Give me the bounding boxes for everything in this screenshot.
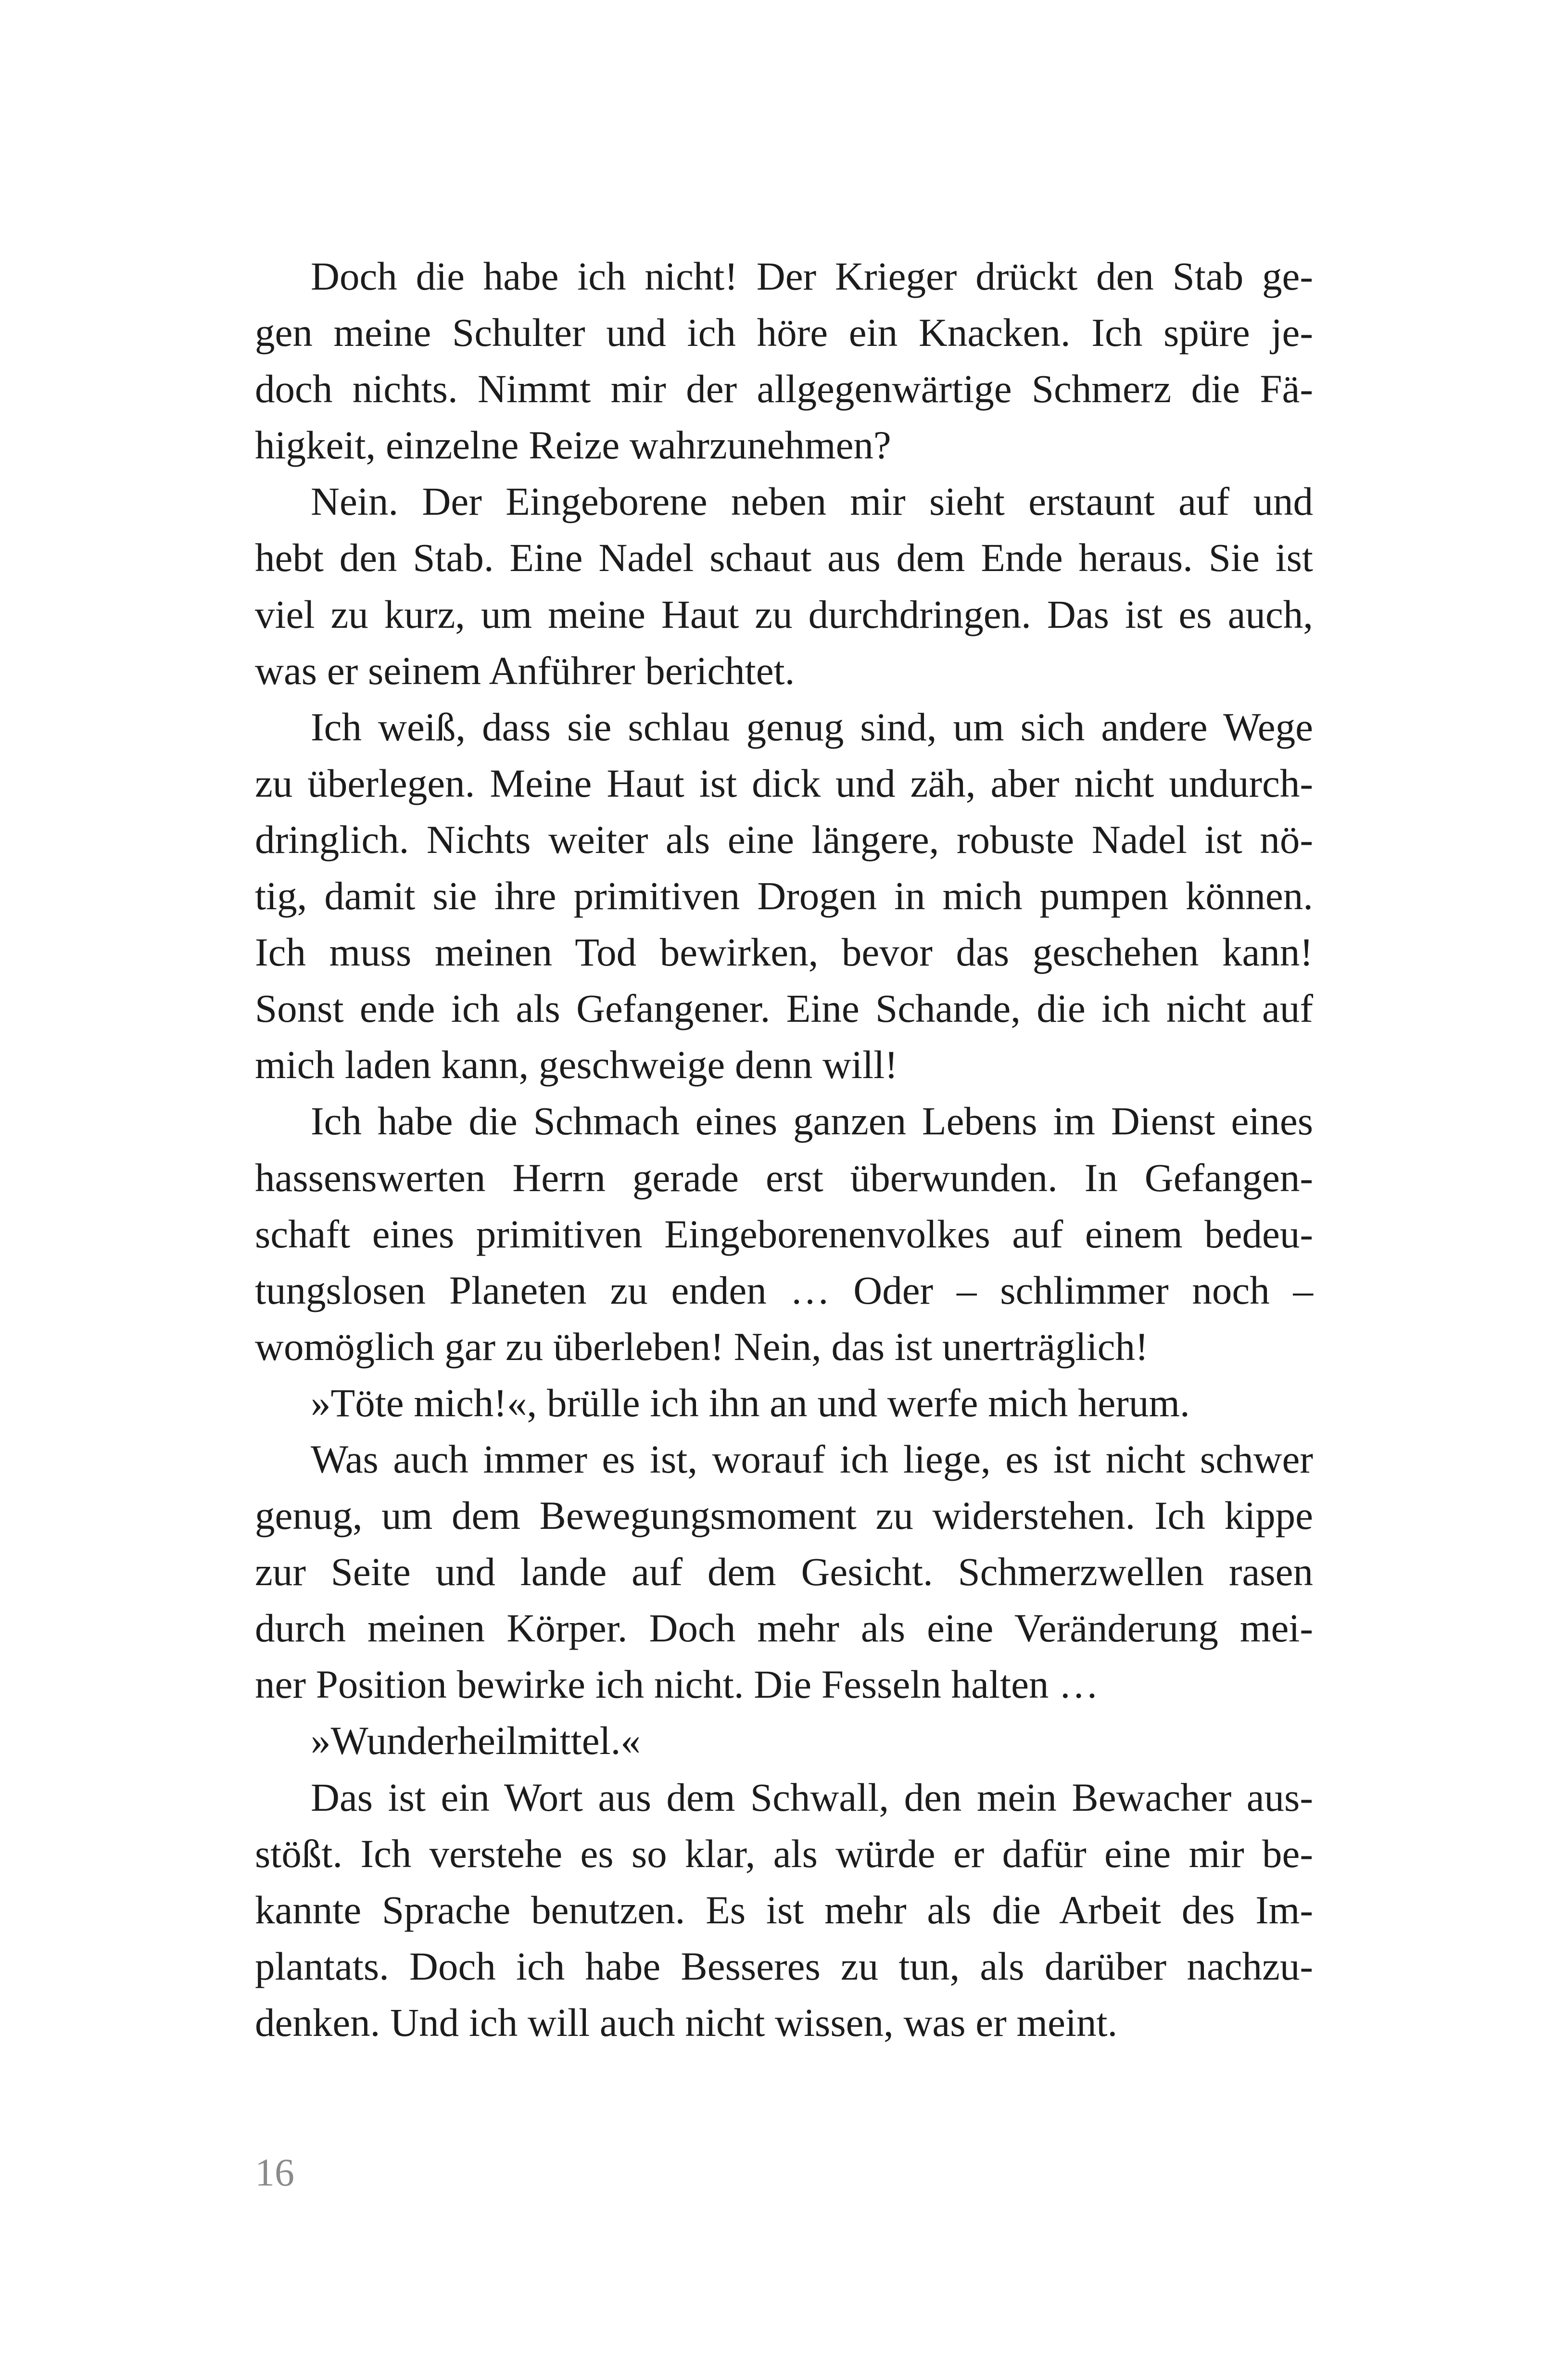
text-line: was er seinem Anführer berichtet. — [255, 648, 795, 693]
text-line: higkeit, einzelne Reize wahrzunehmen? — [255, 423, 891, 468]
text-line: tungslosen Planeten zu enden … Oder – schlimmer noch – — [255, 1268, 1313, 1312]
text-line: stößt. Ich verstehe es so klar, als würde er dafür eine mir be- — [255, 1831, 1313, 1876]
text-line: hebt den Stab. Eine Nadel schaut aus dem Ende heraus. Sie ist — [255, 535, 1313, 580]
text-line: Sonst ende ich als Gefangener. Eine Schande, die ich nicht auf — [255, 986, 1313, 1031]
text-line: dringlich. Nichts weiter als eine längere, robuste Nadel ist nö- — [255, 817, 1313, 862]
text-line: durch meinen Körper. Doch mehr als eine Veränderung mei- — [255, 1606, 1313, 1651]
text-line: ner Position bewirke ich nicht. Die Fesseln halten … — [255, 1662, 1099, 1707]
text-line: Nein. Der Eingeborene neben mir sieht erstaunt auf und — [311, 479, 1313, 524]
text-line: Das ist ein Wort aus dem Schwall, den mein Bewacher aus- — [311, 1775, 1313, 1819]
text-line: »Töte mich!«, brülle ich ihn an und werfe mich herum. — [311, 1380, 1190, 1425]
text-line: zur Seite und lande auf dem Gesicht. Schmerzwellen rasen — [255, 1550, 1313, 1594]
text-line: denken. Und ich will auch nicht wissen, was er meint. — [255, 2000, 1118, 2045]
text-line: schaft eines primitiven Eingeborenenvolkes auf einem bedeu- — [255, 1211, 1313, 1256]
text-line: Was auch immer es ist, worauf ich liege, es ist nicht schwer — [311, 1436, 1313, 1481]
text-line: Ich muss meinen Tod bewirken, bevor das geschehen kann! — [255, 930, 1313, 975]
body-text — [255, 248, 1313, 2051]
text-line: gen meine Schulter und ich höre ein Knacken. Ich spüre je- — [255, 310, 1313, 355]
text-line: zu überlegen. Meine Haut ist dick und zäh, aber nicht undurch- — [255, 761, 1313, 805]
text-line: doch nichts. Nimmt mir der allgegenwärtige Schmerz die Fä- — [255, 367, 1313, 411]
text-line: tig, damit sie ihre primitiven Drogen in mich pumpen können. — [255, 874, 1313, 918]
text-line: womöglich gar zu überleben! Nein, das ist unerträglich! — [255, 1324, 1149, 1369]
text-line: viel zu kurz, um meine Haut zu durchdringen. Das ist es auch, — [255, 592, 1313, 636]
page-number: 16 — [255, 2150, 294, 2194]
text-line: genug, um dem Bewegungsmoment zu widerstehen. Ich kippe — [255, 1493, 1313, 1538]
text-line: Doch die habe ich nicht! Der Krieger drückt den Stab ge- — [311, 254, 1313, 298]
text-line: Ich weiß, dass sie schlau genug sind, um sich andere Wege — [311, 704, 1313, 749]
text-line: hassenswerten Herrn gerade erst überwunden. In Gefangen- — [255, 1155, 1313, 1200]
text-line: plantats. Doch ich habe Besseres zu tun, als darüber nachzu- — [255, 1944, 1313, 1988]
text-line: mich laden kann, geschweige denn will! — [255, 1042, 898, 1087]
text-line: Ich habe die Schmach eines ganzen Lebens im Dienst eines — [311, 1099, 1313, 1144]
text-line: »Wunderheilmittel.« — [311, 1718, 641, 1763]
text-line: kannte Sprache benutzen. Es ist mehr als die Arbeit des Im- — [255, 1887, 1313, 1932]
